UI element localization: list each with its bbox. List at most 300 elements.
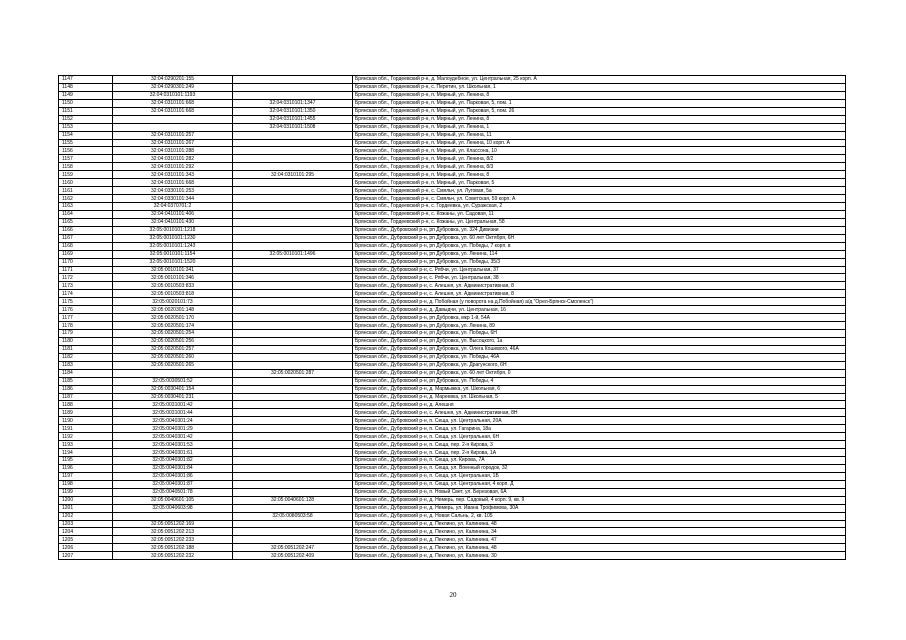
- table-row: [59, 330, 846, 338]
- address-cell: Брянская обл., Гордеевский р-н, п. Мирный, ул. Парковая, 5, пом. 26: [353, 107, 846, 115]
- table-row: [59, 155, 846, 163]
- linked-cadastral-number-cell: [233, 131, 353, 139]
- table-row: [59, 123, 846, 131]
- cadastral-number-cell: 32:05:0051202:169: [113, 520, 233, 528]
- cadastral-number-cell: 32:05:0051202:233: [113, 536, 233, 544]
- row-number-cell: 1183: [59, 361, 113, 369]
- registry-table-body: [59, 76, 846, 560]
- row-number-cell: 1148: [59, 83, 113, 91]
- cadastral-number-cell: 32:05:0040301:53: [113, 441, 233, 449]
- linked-cadastral-number-cell: [233, 314, 353, 322]
- cadastral-number-cell: 32:05:0040601:105: [113, 496, 233, 504]
- address-cell: Брянская обл., Дубровский р-н, п. Сеща, пер. 2-я Кирова, 3: [353, 441, 846, 449]
- cadastral-number-cell: 32:04:0330101:253: [113, 187, 233, 195]
- cadastral-number-cell: 32:05:0010101:1243: [113, 242, 233, 250]
- table-row: [59, 187, 846, 195]
- row-number-cell: 1161: [59, 187, 113, 195]
- cadastral-number-cell: 32:05:0040501:78: [113, 488, 233, 496]
- linked-cadastral-number-cell: [233, 290, 353, 298]
- table-row: [59, 488, 846, 496]
- row-number-cell: 1197: [59, 472, 113, 480]
- cadastral-number-cell: 32:05:0020501:254: [113, 330, 233, 338]
- linked-cadastral-number-cell: [233, 464, 353, 472]
- address-cell: Брянская обл., Гордеевский р-н, п. Мирный, ул. Парковая, 5: [353, 179, 846, 187]
- linked-cadastral-number-cell: [233, 226, 353, 234]
- row-number-cell: 1191: [59, 425, 113, 433]
- table-row: [59, 250, 846, 258]
- address-cell: Брянская обл., Дубровский р-н, п. Сеща, ул. Центральная, 4 корп. Д: [353, 480, 846, 488]
- cadastral-number-cell: 32:04:0410101:406: [113, 210, 233, 218]
- linked-cadastral-number-cell: [233, 147, 353, 155]
- address-cell: Брянская обл., Дубровский р-н, с. Алешня, ул. Административная, 8Н: [353, 409, 846, 417]
- table-row: [59, 274, 846, 282]
- cadastral-number-cell: 32:04:0310101:668: [113, 107, 233, 115]
- cadastral-number-cell: 32:04:0330101:344: [113, 195, 233, 203]
- table-row: [59, 139, 846, 147]
- cadastral-number-cell: [113, 512, 233, 520]
- address-cell: Брянская обл., Гордеевский р-н, с. Кожаны, ул. Центральная, 58: [353, 218, 846, 226]
- table-row: [59, 353, 846, 361]
- table-row: [59, 528, 846, 536]
- address-cell: Брянская обл., Дубровский р-н, п. Сеща, ул. Военный городок, 32: [353, 464, 846, 472]
- cadastral-number-cell: 32:04:0310101:288: [113, 147, 233, 155]
- linked-cadastral-number-cell: [233, 401, 353, 409]
- cadastral-number-cell: 32:05:0020501:256: [113, 337, 233, 345]
- row-number-cell: 1156: [59, 147, 113, 155]
- cadastral-number-cell: 32:05:0020501:257: [113, 345, 233, 353]
- address-cell: Брянская обл., Дубровский р-н, д. Алешня: [353, 401, 846, 409]
- table-row: [59, 401, 846, 409]
- address-cell: Брянская обл., Дубровский р-н, рп Дубровка, ул. Победы, 35/3: [353, 258, 846, 266]
- cadastral-number-cell: 32:05:0040301:82: [113, 457, 233, 465]
- address-cell: Брянская обл., Гордеевский р-н, с. Кожаны, ул. Садовая, 11: [353, 210, 846, 218]
- cadastral-number-cell: 32:05:0051202:213: [113, 528, 233, 536]
- address-cell: Брянская обл., Дубровский р-н, рп Дубровка, ул. Победы, 7 корп. в: [353, 242, 846, 250]
- table-row: [59, 322, 846, 330]
- linked-cadastral-number-cell: [233, 472, 353, 480]
- row-number-cell: 1202: [59, 512, 113, 520]
- cadastral-number-cell: 32:05:0010101:1230: [113, 234, 233, 242]
- linked-cadastral-number-cell: [233, 274, 353, 282]
- table-row: [59, 76, 846, 84]
- cadastral-number-cell: 32:04:0310101:343: [113, 171, 233, 179]
- table-row: [59, 258, 846, 266]
- row-number-cell: 1177: [59, 314, 113, 322]
- row-number-cell: 1185: [59, 377, 113, 385]
- table-row: [59, 512, 846, 520]
- table-row: [59, 147, 846, 155]
- table-row: [59, 195, 846, 203]
- address-cell: Брянская обл., Дубровский р-н, п. Сеща, ул. Центральная, 1Б: [353, 472, 846, 480]
- address-cell: Брянская обл., Дубровский р-н, д. Пеклино, ул. Калинина, 30: [353, 552, 846, 560]
- linked-cadastral-number-cell: 32:05:0040601:128: [233, 496, 353, 504]
- row-number-cell: 1154: [59, 131, 113, 139]
- row-number-cell: 1194: [59, 449, 113, 457]
- row-number-cell: 1149: [59, 91, 113, 99]
- table-row: [59, 361, 846, 369]
- cadastral-number-cell: 32:05:0020501:174: [113, 322, 233, 330]
- row-number-cell: 1157: [59, 155, 113, 163]
- table-row: [59, 345, 846, 353]
- cadastral-number-cell: [113, 369, 233, 377]
- row-number-cell: 1184: [59, 369, 113, 377]
- table-row: [59, 472, 846, 480]
- address-cell: Брянская обл., Гордеевский р-н, п. Мирный, ул. Ленина, 8/2: [353, 155, 846, 163]
- address-cell: Брянская обл., Дубровский р-н, рп Дубровка, ул. Ленина, 89: [353, 322, 846, 330]
- linked-cadastral-number-cell: [233, 488, 353, 496]
- row-number-cell: 1198: [59, 480, 113, 488]
- linked-cadastral-number-cell: 32:05:0051202:409: [233, 552, 353, 560]
- table-row: [59, 131, 846, 139]
- address-cell: Брянская обл., Гордеевский р-н, с. Смяльч, ул. Советская, 59 корп. А: [353, 195, 846, 203]
- address-cell: Брянская обл., Дубровский р-н, д. Давыдчи, ул. Центральная, 16: [353, 306, 846, 314]
- row-number-cell: 1174: [59, 290, 113, 298]
- table-row: [59, 409, 846, 417]
- table-row: [59, 449, 846, 457]
- table-row: [59, 425, 846, 433]
- row-number-cell: 1200: [59, 496, 113, 504]
- linked-cadastral-number-cell: [233, 480, 353, 488]
- table-row: [59, 210, 846, 218]
- linked-cadastral-number-cell: [233, 242, 353, 250]
- table-row: [59, 314, 846, 322]
- linked-cadastral-number-cell: 32:05:0080503:58: [233, 512, 353, 520]
- cadastral-number-cell: 32:04:0310101:668: [113, 179, 233, 187]
- row-number-cell: 1153: [59, 123, 113, 131]
- address-cell: Брянская обл., Дубровский р-н, п. Сеща, пер. 2-я Кирова, 1А: [353, 449, 846, 457]
- linked-cadastral-number-cell: [233, 457, 353, 465]
- linked-cadastral-number-cell: [233, 425, 353, 433]
- address-cell: Брянская обл., Дубровский р-н, рп Дубровка, ул. Победы, 4: [353, 377, 846, 385]
- table-row: [59, 99, 846, 107]
- linked-cadastral-number-cell: [233, 234, 353, 242]
- cadastral-number-cell: 32:05:0040301:42: [113, 433, 233, 441]
- table-row: [59, 457, 846, 465]
- row-number-cell: 1176: [59, 306, 113, 314]
- cadastral-number-cell: 32:05:0010503:818: [113, 290, 233, 298]
- cadastral-number-cell: 32:04:0310101:1193: [113, 91, 233, 99]
- table-row: [59, 433, 846, 441]
- registry-table: [58, 75, 846, 560]
- linked-cadastral-number-cell: [233, 361, 353, 369]
- table-row: [59, 337, 846, 345]
- address-cell: Брянская обл., Дубровский р-н, с. Алешня, ул. Административная, 8: [353, 290, 846, 298]
- cadastral-number-cell: 32:05:0040301:24: [113, 417, 233, 425]
- row-number-cell: 1182: [59, 353, 113, 361]
- linked-cadastral-number-cell: [233, 322, 353, 330]
- cadastral-number-cell: 32:05:0020301:148: [113, 306, 233, 314]
- address-cell: Брянская обл., Гордеевский р-н, п. Мирный, ул. Ленина, 1: [353, 123, 846, 131]
- linked-cadastral-number-cell: [233, 187, 353, 195]
- row-number-cell: 1166: [59, 226, 113, 234]
- linked-cadastral-number-cell: [233, 218, 353, 226]
- cadastral-number-cell: 32:05:0030401:231: [113, 393, 233, 401]
- address-cell: Брянская обл., Дубровский р-н, рп Дубровка, ул. Драгунского, 6Н: [353, 361, 846, 369]
- row-number-cell: 1169: [59, 250, 113, 258]
- linked-cadastral-number-cell: [233, 139, 353, 147]
- cadastral-number-cell: 32:05:0031001:42: [113, 401, 233, 409]
- cadastral-number-cell: 32:05:0020501:170: [113, 314, 233, 322]
- address-cell: Брянская обл., Дубровский р-н, д. Немерь, пер. Садовый, 4 корп. 9, кв. 9: [353, 496, 846, 504]
- row-number-cell: 1178: [59, 322, 113, 330]
- cadastral-number-cell: 32:05:0010101:1218: [113, 226, 233, 234]
- table-row: [59, 107, 846, 115]
- linked-cadastral-number-cell: 32:05:0010101:1496: [233, 250, 353, 258]
- address-cell: Брянская обл., Дубровский р-н, с. Алешня, ул. Административная, 8: [353, 282, 846, 290]
- cadastral-number-cell: 32:04:0370701:2: [113, 203, 233, 211]
- row-number-cell: 1171: [59, 266, 113, 274]
- cadastral-number-cell: 32:05:0010503:833: [113, 282, 233, 290]
- linked-cadastral-number-cell: [233, 393, 353, 401]
- row-number-cell: 1203: [59, 520, 113, 528]
- cadastral-number-cell: 32:05:0020501:260: [113, 353, 233, 361]
- table-row: [59, 203, 846, 211]
- row-number-cell: 1170: [59, 258, 113, 266]
- cadastral-number-cell: 32:05:0040301:29: [113, 425, 233, 433]
- address-cell: Брянская обл., Гордеевский р-н, п. Мирный, ул. Ленина, 8: [353, 91, 846, 99]
- table-row: [59, 496, 846, 504]
- address-cell: Брянская обл., Дубровский р-н, п. Сеща, ул. Центральная, 6Н: [353, 433, 846, 441]
- row-number-cell: 1155: [59, 139, 113, 147]
- table-row: [59, 544, 846, 552]
- table-row: [59, 536, 846, 544]
- table-row: [59, 393, 846, 401]
- linked-cadastral-number-cell: [233, 520, 353, 528]
- table-row: [59, 369, 846, 377]
- address-cell: Брянская обл., Дубровский р-н, рп Дубровка, ул. Победы, 6Н: [353, 330, 846, 338]
- table-row: [59, 83, 846, 91]
- cadastral-number-cell: 32:05:0051202:188: [113, 544, 233, 552]
- row-number-cell: 1204: [59, 528, 113, 536]
- row-number-cell: 1158: [59, 163, 113, 171]
- address-cell: Брянская обл., Дубровский р-н, д. Пеклино, ул. Калинина, 47: [353, 536, 846, 544]
- table-row: [59, 464, 846, 472]
- row-number-cell: 1150: [59, 99, 113, 107]
- table-row: [59, 163, 846, 171]
- linked-cadastral-number-cell: [233, 536, 353, 544]
- address-cell: Брянская обл., Дубровский р-н, рп Дубровка, мкр 1-й, 54А: [353, 314, 846, 322]
- row-number-cell: 1151: [59, 107, 113, 115]
- row-number-cell: 1186: [59, 385, 113, 393]
- address-cell: Брянская обл., Дубровский р-н, п. Сеща, ул. Центральная, 20А: [353, 417, 846, 425]
- cadastral-number-cell: [113, 115, 233, 123]
- address-cell: Брянская обл., Гордеевский р-н, п. Мирный, ул. Классона, 10: [353, 147, 846, 155]
- cadastral-number-cell: 32:05:0040301:84: [113, 464, 233, 472]
- linked-cadastral-number-cell: [233, 377, 353, 385]
- table-row: [59, 377, 846, 385]
- cadastral-number-cell: 32:05:0010101:341: [113, 266, 233, 274]
- address-cell: Брянская обл., Дубровский р-н, п. Сеща, ул. Гагарина, 18а: [353, 425, 846, 433]
- table-row: [59, 242, 846, 250]
- table-row: [59, 417, 846, 425]
- cadastral-number-cell: 32:04:0290201:155: [113, 76, 233, 84]
- address-cell: Брянская обл., Дубровский р-н, рп Дубровка, ул. Победы, 46А: [353, 353, 846, 361]
- table-row: [59, 552, 846, 560]
- cadastral-number-cell: 32:04:0310101:257: [113, 131, 233, 139]
- cadastral-number-cell: 32:05:0030401:154: [113, 385, 233, 393]
- table-row: [59, 298, 846, 306]
- table-row: [59, 306, 846, 314]
- linked-cadastral-number-cell: 32:04:0310101:1455: [233, 115, 353, 123]
- address-cell: Брянская обл., Дубровский р-н, д. Пеклино, ул. Калинина, 48: [353, 544, 846, 552]
- address-cell: Брянская обл., Гордеевский р-н, с. Смяльч, ул. Луговая, 5а: [353, 187, 846, 195]
- address-cell: Брянская обл., Дубровский р-н, с. Рябчи, ул. Центральная, 37: [353, 266, 846, 274]
- linked-cadastral-number-cell: [233, 409, 353, 417]
- row-number-cell: 1152: [59, 115, 113, 123]
- table-row: [59, 504, 846, 512]
- cadastral-number-cell: 32:05:0020501:265: [113, 361, 233, 369]
- cadastral-number-cell: 32:04:0310101:267: [113, 139, 233, 147]
- cadastral-number-cell: 32:05:0031001:44: [113, 409, 233, 417]
- table-row: [59, 480, 846, 488]
- address-cell: Брянская обл., Дубровский р-н, д. Пеклино, ул. Калинина, 34: [353, 528, 846, 536]
- row-number-cell: 1205: [59, 536, 113, 544]
- address-cell: Брянская обл., Гордеевский р-н, п. Мирный, ул. Ленина, 8/3: [353, 163, 846, 171]
- row-number-cell: 1189: [59, 409, 113, 417]
- address-cell: Брянская обл., Дубровский р-н, п. Новый Свет, ул. Березовая, 6А: [353, 488, 846, 496]
- row-number-cell: 1172: [59, 274, 113, 282]
- linked-cadastral-number-cell: [233, 91, 353, 99]
- linked-cadastral-number-cell: [233, 385, 353, 393]
- row-number-cell: 1196: [59, 464, 113, 472]
- address-cell: Брянская обл., Дубровский р-н, д. Немерь, ул. Ивана Трофимова, 30А: [353, 504, 846, 512]
- row-number-cell: 1201: [59, 504, 113, 512]
- address-cell: Брянская обл., Гордеевский р-н, д. Малоудебное, ул. Центральная, 25 корп. А: [353, 76, 846, 84]
- row-number-cell: 1168: [59, 242, 113, 250]
- address-cell: Брянская обл., Дубровский р-н, рп Дубровка, ул. Олега Кошевого, 46А: [353, 345, 846, 353]
- table-row: [59, 115, 846, 123]
- table-row: [59, 385, 846, 393]
- row-number-cell: 1164: [59, 210, 113, 218]
- row-number-cell: 1175: [59, 298, 113, 306]
- linked-cadastral-number-cell: [233, 330, 353, 338]
- table-row: [59, 91, 846, 99]
- cadastral-number-cell: 32:05:0010101:1154: [113, 250, 233, 258]
- linked-cadastral-number-cell: 32:04:0310101:1347: [233, 99, 353, 107]
- page-number: 20: [449, 591, 457, 599]
- linked-cadastral-number-cell: [233, 282, 353, 290]
- cadastral-number-cell: 32:05:0030501:52: [113, 377, 233, 385]
- linked-cadastral-number-cell: 32:04:0310101:1350: [233, 107, 353, 115]
- row-number-cell: 1187: [59, 393, 113, 401]
- row-number-cell: 1195: [59, 457, 113, 465]
- address-cell: Брянская обл., Дубровский р-н, рп Дубровка, ул. 60 лет Октября, 0: [353, 369, 846, 377]
- address-cell: Брянская обл., Гордеевский р-н, п. Мирный, ул. Ленина, 10 корп. А: [353, 139, 846, 147]
- row-number-cell: 1159: [59, 171, 113, 179]
- row-number-cell: 1181: [59, 345, 113, 353]
- cadastral-number-cell: 32:05:0010101:346: [113, 274, 233, 282]
- row-number-cell: 1165: [59, 218, 113, 226]
- linked-cadastral-number-cell: [233, 337, 353, 345]
- linked-cadastral-number-cell: [233, 179, 353, 187]
- linked-cadastral-number-cell: 32:04:0310101:295: [233, 171, 353, 179]
- linked-cadastral-number-cell: [233, 504, 353, 512]
- row-number-cell: 1193: [59, 441, 113, 449]
- linked-cadastral-number-cell: [233, 203, 353, 211]
- address-cell: Брянская обл., Дубровский р-н, рп Дубровка, ул. Ленина, 114: [353, 250, 846, 258]
- row-number-cell: 1192: [59, 433, 113, 441]
- table-row: [59, 234, 846, 242]
- cadastral-number-cell: 32:05:0040301:61: [113, 449, 233, 457]
- table-row: [59, 282, 846, 290]
- table-row: [59, 290, 846, 298]
- linked-cadastral-number-cell: [233, 449, 353, 457]
- linked-cadastral-number-cell: [233, 306, 353, 314]
- cadastral-number-cell: 32:04:0410101:430: [113, 218, 233, 226]
- linked-cadastral-number-cell: 32:05:0051202:247: [233, 544, 353, 552]
- linked-cadastral-number-cell: [233, 353, 353, 361]
- address-cell: Брянская обл., Дубровский р-н, д. Новая Сальнь, 2, кв. 105: [353, 512, 846, 520]
- table-row: [59, 171, 846, 179]
- linked-cadastral-number-cell: 32:05:0020501:287: [233, 369, 353, 377]
- row-number-cell: 1199: [59, 488, 113, 496]
- linked-cadastral-number-cell: 32:04:0310101:1508: [233, 123, 353, 131]
- cadastral-number-cell: 32:05:0040301:87: [113, 480, 233, 488]
- table-row: [59, 441, 846, 449]
- linked-cadastral-number-cell: [233, 83, 353, 91]
- row-number-cell: 1173: [59, 282, 113, 290]
- row-number-cell: 1188: [59, 401, 113, 409]
- linked-cadastral-number-cell: [233, 163, 353, 171]
- address-cell: Брянская обл., Гордеевский р-н, п. Мирный, ул. Ленина, 11: [353, 131, 846, 139]
- table-row: [59, 266, 846, 274]
- cadastral-number-cell: 32:04:0310101:668: [113, 99, 233, 107]
- cadastral-number-cell: 32:05:0020101:73: [113, 298, 233, 306]
- address-cell: Брянская обл., Дубровский р-н, рп Дубровка, ул. 60 лет Октября, 6Н: [353, 234, 846, 242]
- row-number-cell: 1160: [59, 179, 113, 187]
- address-cell: Брянская обл., Гордеевский р-н, п. Мирный, ул. Ленина, 8: [353, 171, 846, 179]
- cadastral-number-cell: 32:04:0290301:249: [113, 83, 233, 91]
- linked-cadastral-number-cell: [233, 345, 353, 353]
- address-cell: Брянская обл., Дубровский р-н, д. Побойная (у поворота на д.Побойная) а/д "Орел-Брянск-Смоленск"): [353, 298, 846, 306]
- address-cell: Брянская обл., Дубровский р-н, д. Мармыжка, ул. Школьная, 6: [353, 385, 846, 393]
- address-cell: Брянская обл., Гордеевский р-н, п. Мирный, ул. Ленина, 8: [353, 115, 846, 123]
- linked-cadastral-number-cell: [233, 210, 353, 218]
- table-row: [59, 179, 846, 187]
- row-number-cell: 1206: [59, 544, 113, 552]
- row-number-cell: 1162: [59, 195, 113, 203]
- cadastral-number-cell: 32:05:0051202:232: [113, 552, 233, 560]
- address-cell: Брянская обл., Дубровский р-н, рп Дубровка, ул. 324 Дивизии: [353, 226, 846, 234]
- cadastral-number-cell: 32:05:0040603:98: [113, 504, 233, 512]
- row-number-cell: 1167: [59, 234, 113, 242]
- linked-cadastral-number-cell: [233, 433, 353, 441]
- row-number-cell: 1179: [59, 330, 113, 338]
- cadastral-number-cell: 32:04:0310101:292: [113, 163, 233, 171]
- linked-cadastral-number-cell: [233, 298, 353, 306]
- row-number-cell: 1147: [59, 76, 113, 84]
- row-number-cell: 1207: [59, 552, 113, 560]
- linked-cadastral-number-cell: [233, 195, 353, 203]
- address-cell: Брянская обл., Гордеевский р-н, п. Мирный, ул. Парковая, 5, пом. 1: [353, 99, 846, 107]
- linked-cadastral-number-cell: [233, 417, 353, 425]
- table-row: [59, 226, 846, 234]
- linked-cadastral-number-cell: [233, 258, 353, 266]
- cadastral-number-cell: 32:05:0010101:1520: [113, 258, 233, 266]
- address-cell: Брянская обл., Дубровский р-н, п. Сеща, ул. Кирова, 7А: [353, 457, 846, 465]
- linked-cadastral-number-cell: [233, 528, 353, 536]
- table-row: [59, 520, 846, 528]
- row-number-cell: 1190: [59, 417, 113, 425]
- row-number-cell: 1180: [59, 337, 113, 345]
- address-cell: Брянская обл., Гордеевский р-н, с. Гордеевка, ул. Суражская, 2: [353, 203, 846, 211]
- address-cell: Брянская обл., Дубровский р-н, с. Рябчи, ул. Центральная, 38: [353, 274, 846, 282]
- address-cell: Брянская обл., Гордеевский р-н, с. Перетин, ул. Школьная, 1: [353, 83, 846, 91]
- linked-cadastral-number-cell: [233, 155, 353, 163]
- row-number-cell: 1163: [59, 203, 113, 211]
- cadastral-number-cell: [113, 123, 233, 131]
- linked-cadastral-number-cell: [233, 441, 353, 449]
